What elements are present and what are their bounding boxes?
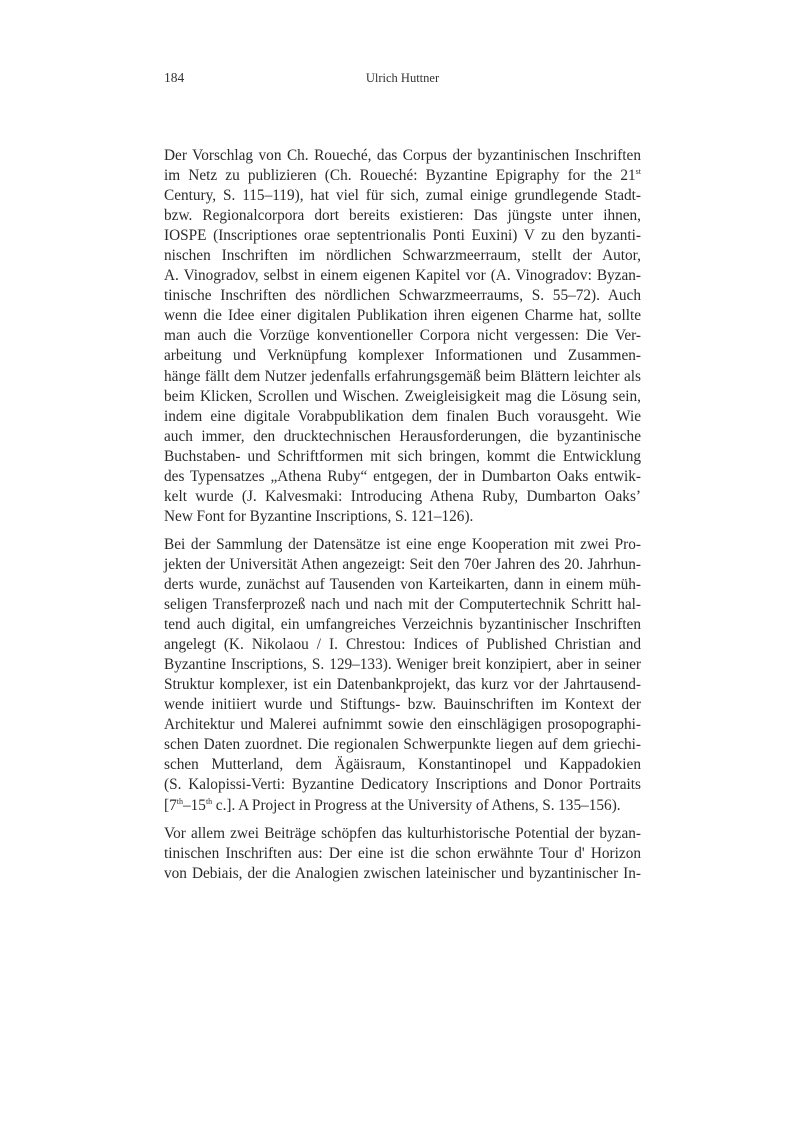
text-fragment: –15 bbox=[182, 796, 206, 814]
text-line bbox=[164, 796, 641, 816]
text-line: nischen Inschriften im nördlichen Schwarzmeerraum, stellt der Autor, bbox=[164, 247, 641, 265]
text-fragment: [7 bbox=[164, 796, 177, 814]
text-line bbox=[164, 166, 641, 186]
running-head bbox=[164, 70, 641, 90]
text-line: indem eine digitale Vorabpublikation dem finalen Buch vorausgeht. Wie bbox=[164, 407, 641, 425]
text-line: angelegt (K. Nikolaou / I. Chrestou: Indices of Published Christian and bbox=[164, 636, 641, 654]
running-head-author: Ulrich Huttner bbox=[365, 71, 440, 85]
superscript: st bbox=[635, 167, 641, 177]
text-line: derts wurde, zunächst auf Tausenden von Karteikarten, dann in einem müh- bbox=[164, 575, 641, 593]
text-fragment: im Netz zu publizieren (Ch. Roueché: Byzantine Epigraphy for the 21 bbox=[164, 167, 636, 185]
text-line: Architektur und Malerei aufnimmt sowie den einschlägigen prosopographi- bbox=[164, 716, 641, 734]
paragraph-1 bbox=[164, 146, 641, 527]
page-number: 184 bbox=[164, 70, 185, 85]
text-line: Century, S. 115–119), hat viel für sich, zumal einige grundlegende Stadt- bbox=[164, 187, 641, 205]
text-line: auch immer, den drucktechnischen Herausforderungen, die byzantinische bbox=[164, 427, 641, 445]
text-line: schen Mutterland, dem Ägäisraum, Konstantinopel und Kappadokien bbox=[164, 756, 641, 774]
text-line: kelt wurde (J. Kalvesmaki: Introducing Athena Ruby, Dumbarton Oaks’ bbox=[164, 487, 641, 505]
paragraph-3 bbox=[164, 824, 641, 884]
text-line: wenn die Idee einer digitalen Publikation ihren eigenen Charme hat, sollte bbox=[164, 307, 641, 325]
text-line: hänge fällt dem Nutzer jedenfalls erfahrungsgemäß beim Blättern leichter als bbox=[164, 367, 641, 385]
text-line: Vor allem zwei Beiträge schöpfen das kulturhistorische Potential der byzan- bbox=[164, 824, 641, 842]
superscript: th bbox=[205, 796, 213, 806]
text-line: Bei der Sammlung der Datensätze ist eine enge Kooperation mit zwei Pro- bbox=[164, 535, 641, 553]
text-line: arbeitung und Verknüpfung komplexer Informationen und Zusammen- bbox=[164, 347, 641, 365]
paragraph-2 bbox=[164, 535, 641, 816]
text-line: Struktur komplexer, ist ein Datenbankprojekt, das kurz vor der Jahrtausend- bbox=[164, 676, 641, 694]
text-line: (S. Kalopissi-Verti: Byzantine Dedicatory Inscriptions and Donor Portraits bbox=[164, 776, 641, 794]
text-line: wende initiiert wurde und Stiftungs- bzw. Bauinschriften im Kontext der bbox=[164, 696, 641, 714]
text-line: bzw. Regionalcorpora dort bereits existieren: Das jüngste unter ihnen, bbox=[164, 207, 641, 225]
text-line: tinische Inschriften des nördlichen Schwarzmeerraums, S. 55–72). Auch bbox=[164, 287, 641, 305]
text-line: tinischen Inschriften aus: Der eine ist die schon erwähnte Tour d' Horizon bbox=[164, 844, 641, 862]
text-line: beim Klicken, Scrollen und Wischen. Zweigleisigkeit mag die Lösung sein, bbox=[164, 387, 641, 405]
text-line: man auch die Vorzüge konventioneller Corpora nicht vergessen: Die Ver- bbox=[164, 327, 641, 345]
text-line: Byzantine Inscriptions, S. 129–133). Weniger breit konzipiert, aber in seiner bbox=[164, 656, 641, 674]
text-line: A. Vinogradov, selbst in einem eigenen Kapitel vor (A. Vinogradov: Byzan- bbox=[164, 267, 641, 285]
text-line: schen Daten zuordnet. Die regionalen Schwerpunkte liegen auf dem griechi- bbox=[164, 736, 641, 754]
text-line: jekten der Universität Athen angezeigt: Seit den 70er Jahren des 20. Jahrhun- bbox=[164, 555, 641, 573]
body-text bbox=[164, 146, 641, 892]
text-fragment: c.]. A Project in Progress at the University of Athens, S. 135–156). bbox=[212, 796, 621, 814]
text-line: Buchstaben- und Schriftformen mit sich bringen, kommt die Entwicklung bbox=[164, 447, 641, 465]
text-line: IOSPE (Inscriptiones orae septentrionalis Ponti Euxini) V zu den byzanti- bbox=[164, 227, 641, 245]
text-line: des Typensatzes „Athena Ruby“ entgegen, der in Dumbarton Oaks entwik- bbox=[164, 467, 641, 485]
superscript: th bbox=[176, 796, 183, 806]
text-line: von Debiais, der die Analogien zwischen lateinischer und byzantinischer In- bbox=[164, 864, 641, 882]
text-line: tend auch digital, ein umfangreiches Verzeichnis byzantinischer Inschriften bbox=[164, 616, 641, 634]
text-line: Der Vorschlag von Ch. Roueché, das Corpus der byzantinischen Inschriften bbox=[164, 147, 641, 164]
text-line: New Font for Byzantine Inscriptions, S. 121–126). bbox=[164, 507, 474, 525]
text-line: seligen Transferprozeß nach und nach mit der Computertechnik Schritt hal- bbox=[164, 596, 641, 614]
